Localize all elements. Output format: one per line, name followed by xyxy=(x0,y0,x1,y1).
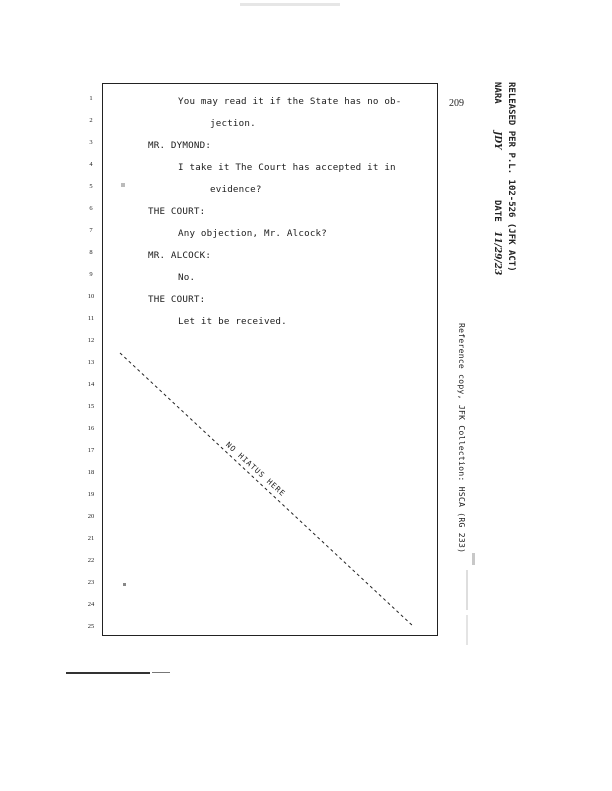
line-number: 16 xyxy=(87,425,95,432)
line-number: 19 xyxy=(87,491,95,498)
line-number: 1 xyxy=(89,95,93,102)
speck-mark xyxy=(121,183,125,187)
line-number: 9 xyxy=(89,271,93,278)
bottom-rule-tail xyxy=(152,672,170,673)
reviewer-initials: JDY xyxy=(492,131,502,150)
top-scan-mark xyxy=(240,3,340,6)
line-number: 20 xyxy=(87,513,95,520)
transcript-line: jection. xyxy=(210,118,256,129)
line-number: 10 xyxy=(87,293,95,300)
release-stamp-date xyxy=(492,200,502,275)
speaker-label: MR. DYMOND: xyxy=(148,140,212,151)
release-stamp-nara xyxy=(492,82,502,150)
line-number: 5 xyxy=(89,183,93,190)
nara-label: NARA xyxy=(492,82,502,104)
margin-mark xyxy=(472,553,475,565)
line-number: 24 xyxy=(87,601,95,608)
line-number: 13 xyxy=(87,359,95,366)
line-number: 23 xyxy=(87,579,95,586)
release-stamp-line1: RELEASED PER P.L. 102-526 (JFK ACT) xyxy=(506,82,516,272)
line-number: 12 xyxy=(87,337,95,344)
speaker-label: MR. ALCOCK: xyxy=(148,250,212,261)
reference-copy-note: Reference copy, JFK Collection: HSCA (RG 233) xyxy=(457,323,466,554)
line-number: 8 xyxy=(89,249,93,256)
transcript-line: Let it be received. xyxy=(178,316,287,327)
date-label: DATE xyxy=(492,200,502,222)
line-number: 6 xyxy=(89,205,93,212)
speck-mark xyxy=(123,583,126,586)
transcript-line: You may read it if the State has no ob- xyxy=(178,96,402,107)
transcript-line: evidence? xyxy=(210,184,262,195)
release-date: 11/29/23 xyxy=(492,231,502,276)
line-number: 2 xyxy=(89,117,93,124)
line-number: 4 xyxy=(89,161,93,168)
no-hiatus-note: NO HIATUS HERE xyxy=(223,440,288,499)
line-number: 7 xyxy=(89,227,93,234)
page-number: 209 xyxy=(449,98,464,109)
transcript-line: Any objection, Mr. Alcock? xyxy=(178,228,328,239)
line-number: 11 xyxy=(87,315,95,322)
line-number: 22 xyxy=(87,557,95,564)
margin-mark xyxy=(466,615,468,645)
line-number: 15 xyxy=(87,403,95,410)
line-number: 14 xyxy=(87,381,95,388)
speaker-label: THE COURT: xyxy=(148,206,206,217)
transcript-line: I take it The Court has accepted it in xyxy=(178,162,396,173)
line-number: 25 xyxy=(87,623,95,630)
line-number: 17 xyxy=(87,447,95,454)
line-number: 21 xyxy=(87,535,95,542)
transcript-line: No. xyxy=(178,272,196,283)
line-number: 18 xyxy=(87,469,95,476)
speaker-label: THE COURT: xyxy=(148,294,206,305)
bottom-rule xyxy=(66,672,150,674)
line-number: 3 xyxy=(89,139,93,146)
margin-mark xyxy=(466,570,468,610)
